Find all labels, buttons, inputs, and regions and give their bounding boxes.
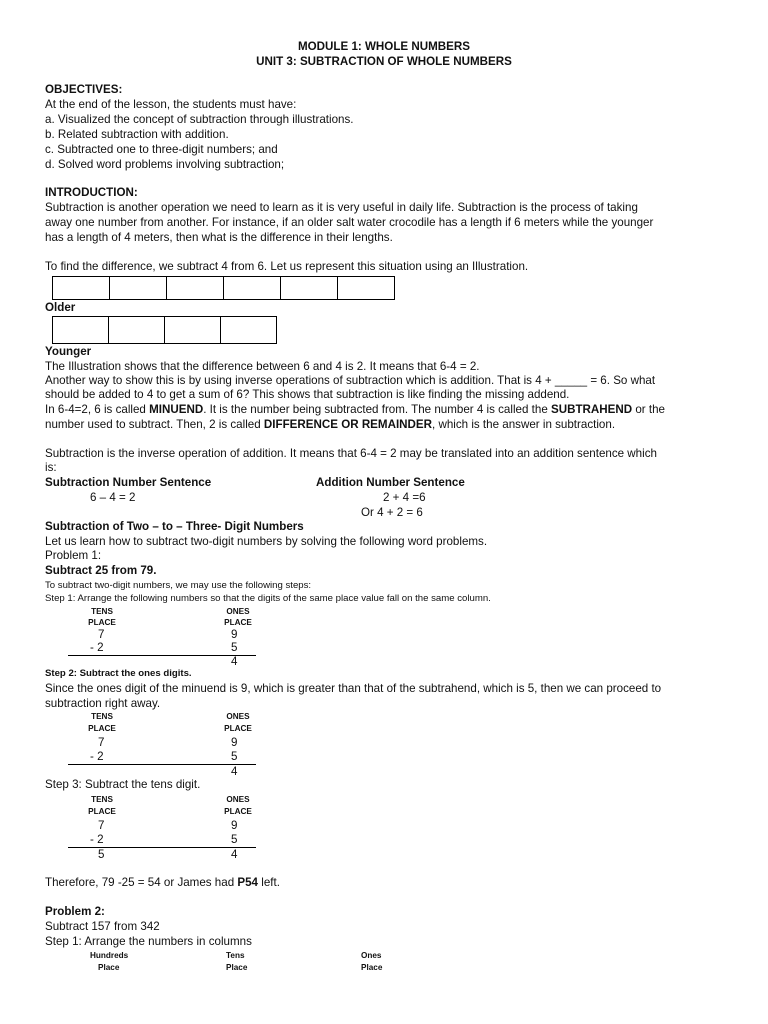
inverse-op-line: Subtraction is the inverse operation of addition. It means that 6-4 = 2 may be translated into an addition sentence which — [45, 447, 657, 460]
unit-box — [220, 316, 277, 344]
therefore-text: Therefore, 79 -25 = 54 or James had — [45, 876, 238, 889]
place-header: Place — [226, 963, 248, 972]
therefore-text: left. — [258, 876, 280, 889]
subtraction-sentence: 6 – 4 = 2 — [90, 491, 136, 504]
tens-header: TENS — [91, 712, 113, 721]
problem-title: Subtract 157 from 342 — [45, 920, 160, 933]
find-difference-line: To find the difference, we subtract 4 from 6. Let us represent this situation using an Illustration. — [45, 260, 529, 273]
place-header: Place — [98, 963, 120, 972]
difference-term: DIFFERENCE OR REMAINDER — [263, 418, 433, 431]
step-1: Step 1: Arrange the following numbers so that the digits of the same place value fall on the same column. — [45, 593, 491, 604]
tens-header: Tens — [226, 951, 245, 960]
place-header: PLACE — [88, 807, 116, 816]
unit-box — [108, 316, 165, 344]
unit-box — [166, 276, 224, 300]
minuend-tens: 7 — [98, 628, 105, 641]
subtrahend-ones: 5 — [231, 641, 238, 654]
terms-text: . It is the number being subtracted from. The number 4 is called the — [203, 403, 551, 416]
objectives-heading: OBJECTIVES: — [45, 83, 123, 96]
inverse-line: Another way to show this is by using inverse operations of subtraction which is addition. That is 4 + _____ = 6. So what — [45, 374, 656, 387]
introduction-heading: INTRODUCTION: — [45, 186, 138, 199]
steps-intro: To subtract two-digit numbers, we may use the following steps: — [45, 580, 312, 591]
minuend-ones: 9 — [231, 819, 238, 832]
intro-paragraph-line: Subtraction is another operation we need to learn as it is very useful in daily life. Subtraction is the process of taking — [45, 201, 638, 214]
place-header: PLACE — [224, 618, 252, 627]
terms-text: In 6-4=2, 6 is called — [45, 403, 150, 416]
ones-header: ONES — [226, 712, 250, 721]
addition-sentence: Or 4 + 2 = 6 — [361, 506, 423, 519]
terms-text: number used to subtract. Then, 2 is called — [45, 418, 264, 431]
place-header: PLACE — [88, 618, 116, 627]
difference-ones: 4 — [231, 655, 238, 668]
problem-title: Subtract 25 from 79. — [45, 564, 157, 577]
tens-header: TENS — [91, 607, 113, 616]
sum-line — [68, 655, 256, 656]
difference-ones: 4 — [231, 765, 238, 778]
ones-header: ONES — [226, 607, 250, 616]
younger-illustration — [52, 316, 276, 344]
minuend-ones: 9 — [231, 736, 238, 749]
sum-line — [68, 764, 256, 765]
minuend-tens: 7 — [98, 819, 105, 832]
addition-sentence: 2 + 4 =6 — [383, 491, 426, 504]
older-label: Older — [45, 301, 76, 314]
objectives-intro: At the end of the lesson, the students must have: — [45, 98, 297, 111]
intro-paragraph-line: has a length of 4 meters, then what is the difference in their lengths. — [45, 231, 393, 244]
younger-label: Younger — [45, 345, 92, 358]
ones-header: ONES — [226, 795, 250, 804]
minuend-ones: 9 — [231, 628, 238, 641]
minuend-tens: 7 — [98, 736, 105, 749]
subtrahend-tens: - 2 — [90, 750, 104, 763]
step-2-text: Since the ones digit of the minuend is 9, which is greater than that of the subtrahend, which is 5, then we can proceed to — [45, 682, 662, 695]
tens-header: TENS — [91, 795, 113, 804]
terms-line — [45, 418, 615, 433]
step-2: Step 2: Subtract the ones digits. — [45, 668, 192, 679]
unit-box — [223, 276, 281, 300]
subtrahend-tens: - 2 — [90, 641, 104, 654]
problem-label: Problem 1: — [45, 549, 102, 562]
unit-box — [164, 316, 221, 344]
objective-item: c. Subtracted one to three-digit numbers; and — [45, 143, 278, 156]
unit-box — [52, 276, 110, 300]
subtraction-sentence-label: Subtraction Number Sentence — [45, 476, 212, 489]
answer-amount: P54 — [237, 876, 259, 889]
objective-item: d. Solved word problems involving subtraction; — [45, 158, 285, 171]
difference-tens: 5 — [98, 848, 105, 861]
older-illustration — [52, 276, 394, 300]
inverse-line: should be added to 4 to get a sum of 6? This shows that subtraction is like finding the missing addend. — [45, 388, 570, 401]
place-header: Place — [361, 963, 383, 972]
section-heading: Subtraction of Two – to – Three- Digit Numbers — [45, 520, 304, 533]
unit-title: UNIT 3: SUBTRACTION OF WHOLE NUMBERS — [256, 55, 512, 68]
subtrahend-term: SUBTRAHEND — [550, 403, 633, 416]
unit-box — [109, 276, 167, 300]
minuend-term: MINUEND — [149, 403, 204, 416]
terms-text: or the — [632, 403, 666, 416]
subtrahend-ones: 5 — [231, 833, 238, 846]
therefore-line — [45, 876, 280, 891]
hundreds-header: Hundreds — [90, 951, 129, 960]
problem-label: Problem 2: — [45, 905, 105, 918]
inverse-op-line: is: — [45, 461, 57, 474]
unit-box — [52, 316, 109, 344]
step-1: Step 1: Arrange the numbers in columns — [45, 935, 252, 948]
terms-text: , which is the answer in subtraction. — [432, 418, 616, 431]
unit-box — [337, 276, 395, 300]
intro-paragraph-line: away one number from another. For instance, if an older salt water crocodile has a length if 6 meters while the younger — [45, 216, 654, 229]
sum-line — [68, 847, 256, 848]
place-header: PLACE — [224, 724, 252, 733]
unit-box — [280, 276, 338, 300]
subtrahend-tens: - 2 — [90, 833, 104, 846]
ones-header: Ones — [361, 951, 382, 960]
difference-ones: 4 — [231, 848, 238, 861]
addition-sentence-label: Addition Number Sentence — [316, 476, 465, 489]
step-3: Step 3: Subtract the tens digit. — [45, 778, 201, 791]
place-header: PLACE — [88, 724, 116, 733]
section-intro: Let us learn how to subtract two-digit numbers by solving the following word problems. — [45, 535, 488, 548]
illustration-explanation: The Illustration shows that the difference between 6 and 4 is 2. It means that 6-4 = 2. — [45, 360, 480, 373]
objective-item: b. Related subtraction with addition. — [45, 128, 229, 141]
module-title: MODULE 1: WHOLE NUMBERS — [298, 40, 470, 53]
step-2-text: subtraction right away. — [45, 697, 161, 710]
terms-line — [45, 403, 665, 418]
objective-item: a. Visualized the concept of subtraction through illustrations. — [45, 113, 354, 126]
place-header: PLACE — [224, 807, 252, 816]
subtrahend-ones: 5 — [231, 750, 238, 763]
